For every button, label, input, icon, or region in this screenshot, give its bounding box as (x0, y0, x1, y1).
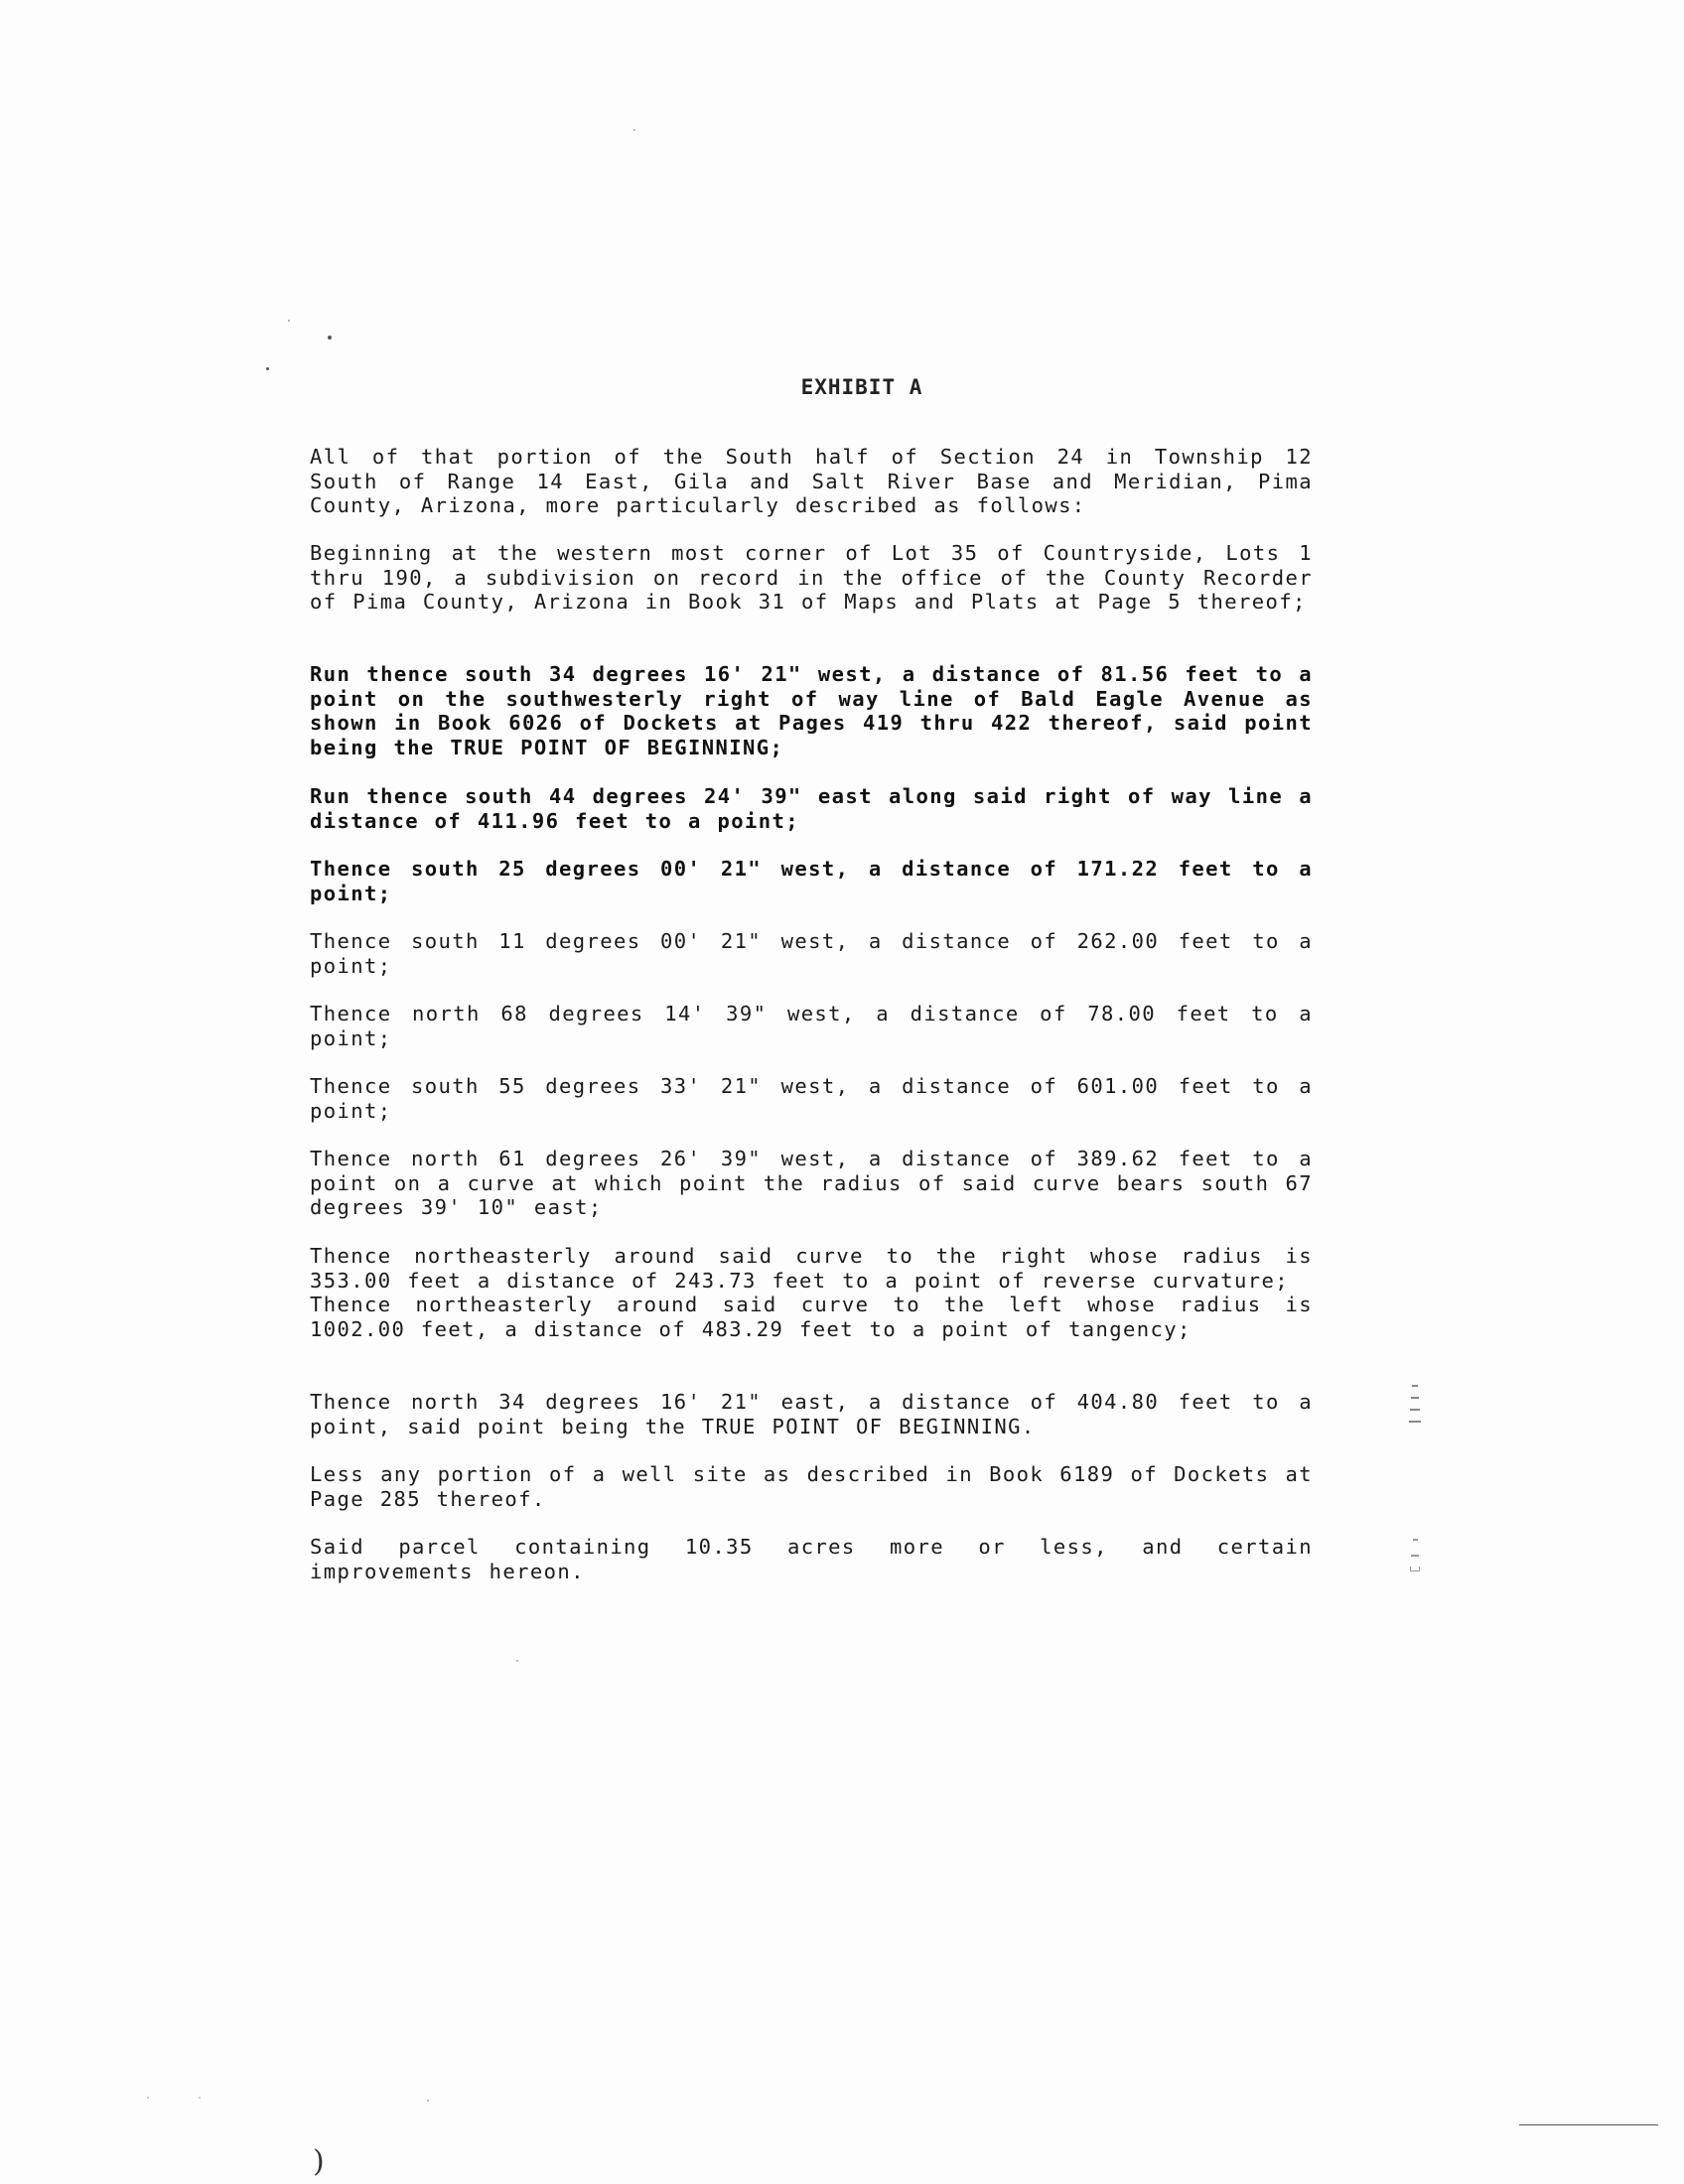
paragraph-course-2: Thence south 11 degrees 00' 21" west, a distance of 262.00 feet to a point; (310, 929, 1329, 978)
scan-speck (328, 336, 332, 340)
paragraph-well-site: Less any portion of a well site as described in Book 6189 of Dockets at Page 285 thereof. (310, 1462, 1329, 1511)
footer-scan-line (1519, 2124, 1658, 2125)
paragraph-closing-course: Thence north 34 degrees 16' 21" east, a distance of 404.80 feet to a point, said point being the TRUE POINT OF BEGINNING. (310, 1390, 1329, 1438)
paragraph-curves: Thence northeasterly around said curve to the right whose radius is 353.00 feet a distance of 243.73 feet to a point of reverse curvature; Thence northeasterly around said curve to the left whose radius is 1002.00 feet, a distance of 483.29 feet to a point of tangency; (310, 1244, 1313, 1341)
paragraph-run-southwest: Run thence south 34 degrees 16' 21" west, a distance of 81.56 feet to a point on the southwesterly right of way line of Bald Eagle Avenue as shown in Book 6026 of Dockets at Pages 419 thru 422 thereof, said point being the TRUE POINT OF BEGINNING; (310, 662, 1329, 759)
margin-scan-mark (1405, 1539, 1425, 1588)
paragraph-beginning: Beginning at the western most corner of Lot 35 of Countryside, Lots 1 thru 190, a subdivision on record in the office of the County Recorder of Pima County, Arizona in Book 31 of Maps and Plats at Page 5 thereof; (310, 541, 1329, 614)
paragraph-course-3: Thence north 68 degrees 14' 39" west, a distance of 78.00 feet to a point; (310, 1002, 1329, 1050)
scan-speck (633, 129, 635, 131)
scan-speck (266, 367, 269, 370)
paragraph-run-southeast: Run thence south 44 degrees 24' 39" east along said right of way line a distance of 411.96 feet to a point; (310, 784, 1329, 833)
scan-speck (147, 2097, 149, 2099)
footer-mark: ) (313, 2144, 325, 2179)
scan-speck (516, 1660, 518, 1662)
paragraph-intro: All of that portion of the South half of Section 24 in Township 12 South of Range 14 East, Gila and Salt River Base and Meridian, Pima County, Arizona, more particularly described as follows: (310, 445, 1329, 517)
paragraph-acreage: Said parcel containing 10.35 acres more or less, and certain improvements hereon. (310, 1535, 1329, 1583)
paragraph-course-4: Thence south 55 degrees 33' 21" west, a distance of 601.00 feet to a point; (310, 1074, 1329, 1123)
scan-speck (288, 320, 290, 322)
scan-speck (427, 2100, 429, 2102)
paragraph-course-5: Thence north 61 degrees 26' 39" west, a distance of 389.62 feet to a point on a curve at which point the radius of said curve bears south 67 degrees 39' 10" east; (310, 1147, 1329, 1219)
scan-speck (199, 2097, 201, 2099)
paragraph-course-1: Thence south 25 degrees 00' 21" west, a distance of 171.22 feet to a point; (310, 857, 1329, 905)
page-title: EXHIBIT A (800, 375, 923, 399)
margin-scan-mark (1405, 1385, 1425, 1444)
